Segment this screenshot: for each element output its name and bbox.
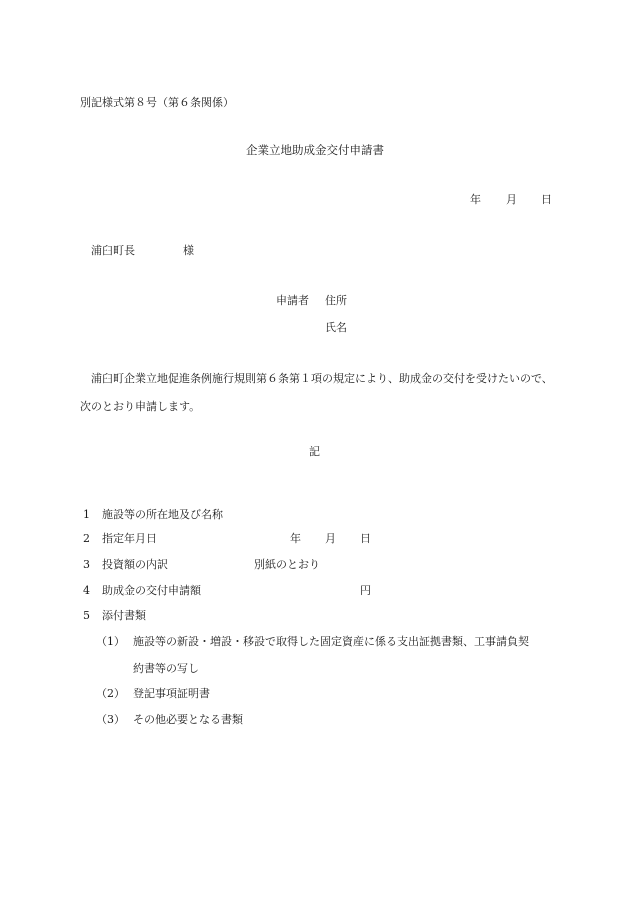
attachment-text-continued: 約書等の写し: [133, 662, 199, 675]
addressee-honorific: 様: [183, 244, 194, 257]
attachment-text: 登記事項証明書: [133, 687, 210, 700]
item-number: 4: [83, 584, 90, 597]
applicant-label: 申請者: [276, 294, 309, 307]
item-number: 3: [83, 558, 90, 571]
item-label: 施設等の所在地及び名称: [102, 508, 223, 521]
attachment-text: その他必要となる書類: [133, 713, 243, 726]
attachment-text: 施設等の新設・増設・移設で取得した固定資産に係る支出証拠書類、工事請負契: [133, 635, 529, 648]
body-text: 浦臼町企業立地促進条例施行規則第６条第１項の規定により、助成金の交付を受けたいので、次のとおり申請します。: [80, 372, 553, 413]
body-paragraph: [80, 365, 560, 421]
item-number: 5: [83, 609, 90, 622]
item-number: 2: [83, 532, 90, 545]
document-title: 企業立地助成金交付申請書: [246, 143, 384, 157]
item-label: 添付書類: [102, 609, 146, 622]
item-label: 投資額の内訳: [102, 558, 168, 571]
addressee-name: 浦臼町長: [91, 244, 135, 257]
form-number: 別記様式第８号（第６条関係）: [80, 96, 234, 109]
attachment-number: （3）: [96, 713, 125, 726]
item-label: 助成金の交付申請額: [102, 584, 201, 597]
item-month: 月: [325, 532, 336, 545]
item-number: 1: [83, 508, 90, 521]
item-label: 指定年月日: [102, 532, 157, 545]
date-month: 月: [506, 193, 517, 206]
item-value: 別紙のとおり: [254, 558, 320, 571]
ki-heading: 記: [309, 445, 320, 458]
applicant-name-label: 氏名: [325, 321, 347, 334]
applicant-address-label: 住所: [325, 294, 347, 307]
item-unit: 円: [360, 584, 371, 597]
attachment-number: （1）: [96, 635, 125, 648]
date-year: 年: [470, 193, 481, 206]
date-day: 日: [541, 193, 552, 206]
item-day: 日: [360, 532, 371, 545]
attachment-number: （2）: [96, 687, 125, 700]
item-year: 年: [290, 532, 301, 545]
